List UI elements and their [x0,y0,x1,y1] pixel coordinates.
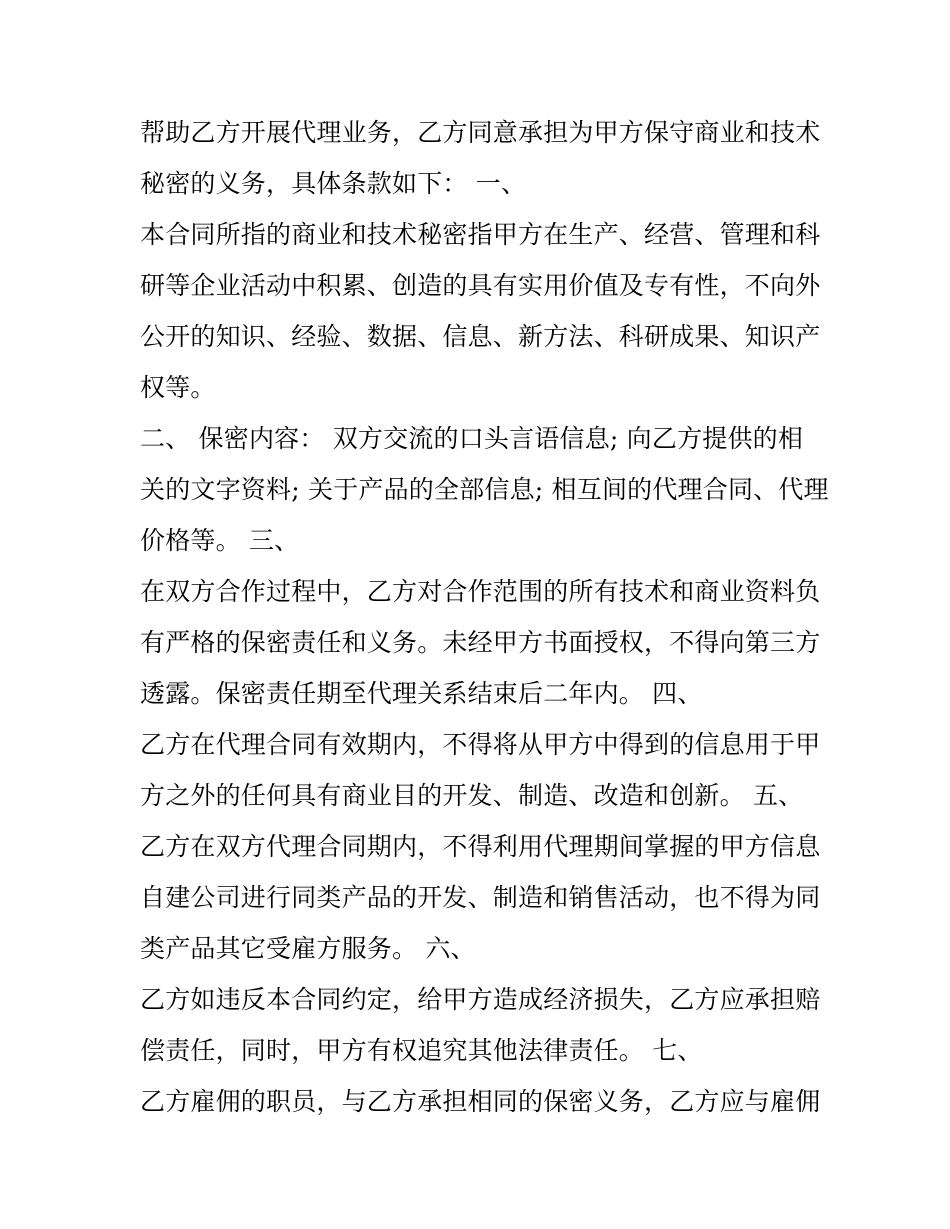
text-line-18: 乙方如违反本合同约定，给甲方造成经济损失，乙方应承担赔 [140,985,821,1014]
text-line-5: 公开的知识、经验、数据、信息、新方法、科研成果、知识产 [140,322,821,351]
text-line-8: 关的文字资料; 关于产品的全部信息; 相互间的代理合同、代理 [140,475,829,504]
text-line-11: 有严格的保密责任和义务。未经甲方书面授权，不得向第三方 [140,628,821,657]
text-line-15: 乙方在双方代理合同期内，不得利用代理期间掌握的甲方信息 [140,832,821,861]
text-line-19: 偿责任，同时，甲方有权追究其他法律责任。 七、 [140,1036,703,1065]
text-line-7: 二、 保密内容： 双方交流的口头言语信息; 向乙方提供的相 [140,424,804,453]
text-line-12: 透露。保密责任期至代理关系结束后二年内。 四、 [140,679,703,708]
text-line-3: 本合同所指的商业和技术秘密指甲方在生产、经营、管理和科 [140,220,821,249]
text-line-4: 研等企业活动中积累、创造的具有实用价值及专有性，不向外 [140,271,821,300]
text-line-14: 方之外的任何具有商业目的开发、制造、改造和创新。 五、 [140,781,804,810]
text-line-17: 类产品其它受雇方服务。 六、 [140,934,476,963]
text-line-9: 价格等。 三、 [140,526,300,555]
text-line-10: 在双方合作过程中，乙方对合作范围的所有技术和商业资料负 [140,577,821,606]
text-line-20: 乙方雇佣的职员，与乙方承担相同的保密义务，乙方应与雇佣 [140,1087,821,1116]
text-line-1: 帮助乙方开展代理业务，乙方同意承担为甲方保守商业和技术 [140,118,821,147]
text-line-13: 乙方在代理合同有效期内，不得将从甲方中得到的信息用于甲 [140,730,821,759]
text-line-6: 权等。 [140,373,216,402]
text-line-2: 秘密的义务，具体条款如下： 一、 [140,169,527,198]
text-line-16: 自建公司进行同类产品的开发、制造和销售活动，也不得为同 [140,883,821,912]
document-body [140,107,829,1127]
